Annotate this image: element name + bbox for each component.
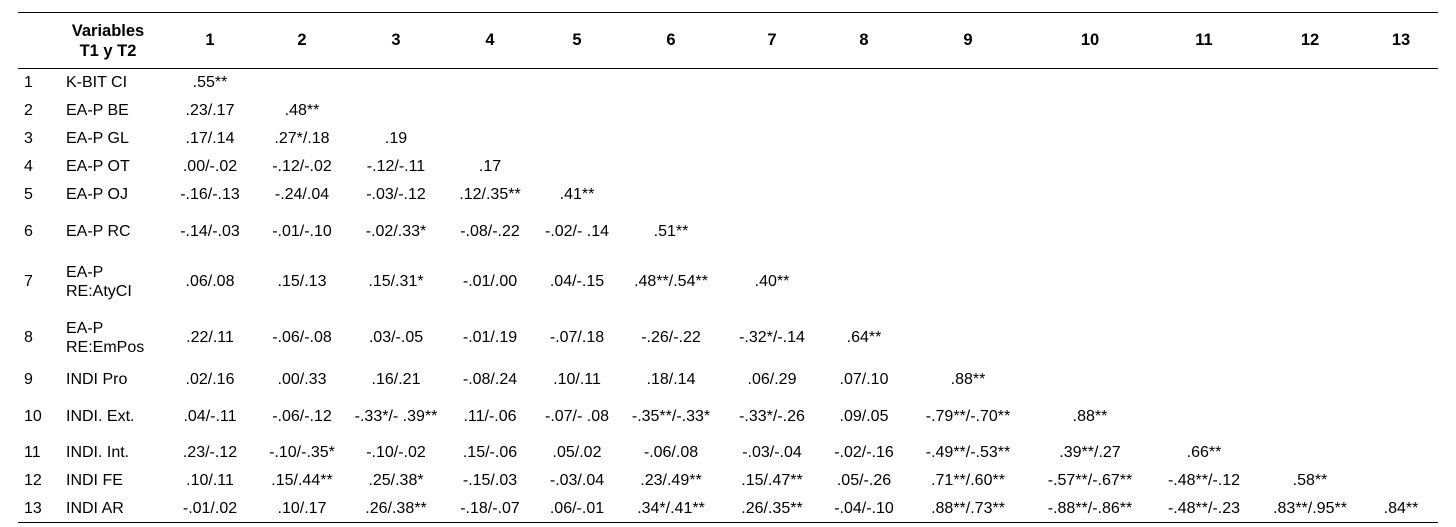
table-cell: .23/.17 (185, 102, 235, 119)
row-number: 12 (24, 472, 42, 489)
table-cell: .48**/.54** (634, 273, 708, 290)
table-cell: .16/.21 (371, 371, 421, 388)
table-cell: -.26/-.22 (641, 329, 701, 346)
row-variable: EA-P OJ (66, 186, 128, 203)
row-variable: INDI. Int. (66, 444, 130, 461)
table-cell (1152, 310, 1256, 366)
row-variable: EA-P BE (66, 102, 129, 119)
table-cell (1364, 394, 1438, 439)
table-cell: .23/.49** (640, 472, 702, 489)
row-number: 2 (24, 102, 33, 119)
table-row (18, 394, 1438, 439)
table-cell (536, 97, 618, 125)
table-cell (1364, 97, 1438, 125)
table-cell: .10/.17 (256, 495, 348, 523)
table-cell: .58** (1292, 472, 1328, 489)
table-cell: -.49**/-.53** (925, 444, 1011, 461)
table-cell (908, 153, 1028, 181)
table-cell (1152, 69, 1256, 97)
table-cell (724, 125, 820, 153)
table-cell: -.10/-.02 (366, 444, 426, 461)
column-header: 5 (536, 13, 618, 69)
table-cell: .10/.11 (186, 472, 234, 489)
table-cell: .25/.38* (368, 472, 424, 489)
table-row (18, 467, 1438, 495)
table-cell (1028, 209, 1152, 254)
row-number: 13 (18, 495, 52, 523)
column-header: 7 (724, 13, 820, 69)
table-cell: .41** (559, 186, 595, 203)
row-number: 5 (24, 186, 33, 203)
table-cell (1152, 209, 1256, 254)
table-cell: .55** (192, 74, 228, 92)
table-row (18, 254, 1438, 310)
table-cell (444, 69, 536, 97)
table-cell: -.06/-.08 (272, 329, 332, 346)
table-cell (1364, 209, 1438, 254)
header-variables-line1: Variables (71, 21, 145, 40)
table-cell (1256, 153, 1364, 181)
table-cell: -.57**/-.67** (1047, 472, 1133, 489)
table-cell: .02/.16 (185, 371, 235, 388)
table-cell (1364, 467, 1438, 495)
row-number: 9 (24, 371, 33, 388)
table-cell (1152, 153, 1256, 181)
table-cell (1256, 69, 1364, 97)
header-variables (52, 13, 164, 69)
table-cell (1364, 181, 1438, 209)
table-cell (1152, 125, 1256, 153)
table-cell: -.33*/-.26 (739, 407, 805, 425)
table-cell: -.10/-.35* (269, 444, 335, 461)
table-cell: .07/.10 (839, 371, 889, 388)
table-cell (618, 153, 724, 181)
table-cell (1028, 254, 1152, 310)
table-row (18, 97, 1438, 125)
table-row (18, 125, 1438, 153)
table-cell (724, 209, 820, 254)
table-cell (1028, 69, 1152, 97)
column-header: 9 (908, 13, 1028, 69)
table-cell: .17/.14 (185, 130, 235, 147)
table-cell: .00/.33 (277, 371, 327, 388)
table-cell: .88** (950, 371, 986, 388)
table-cell: .34*/.41** (618, 495, 724, 523)
row-variable: K-BIT CI (66, 74, 128, 92)
table-cell: -.01/.02 (164, 495, 256, 523)
table-cell: .15/.47** (741, 472, 803, 489)
table-cell (348, 97, 444, 125)
table-cell: .17 (478, 158, 502, 175)
table-cell (1256, 125, 1364, 153)
column-header: 6 (618, 13, 724, 69)
table-cell: .83**/.95** (1256, 495, 1364, 523)
table-cell: -.02/-.16 (834, 444, 894, 461)
table-cell (1256, 181, 1364, 209)
table-row (18, 495, 1438, 523)
table-cell: .18/.14 (646, 371, 696, 388)
table-cell (1364, 254, 1438, 310)
table-row (18, 366, 1438, 394)
table-cell: .04/-.11 (183, 407, 237, 425)
table-cell (444, 125, 536, 153)
table-cell (820, 254, 908, 310)
table-cell: .15/-.06 (462, 444, 518, 461)
row-variable: INDI AR (52, 495, 164, 523)
row-number: 7 (24, 273, 33, 290)
table-cell: .66** (1186, 444, 1222, 461)
table-cell (908, 209, 1028, 254)
table-cell (1028, 366, 1152, 394)
table-row (18, 181, 1438, 209)
table-cell: .51** (653, 222, 689, 240)
table-cell (820, 153, 908, 181)
table-cell (1256, 310, 1364, 366)
table-cell (1364, 366, 1438, 394)
table-cell: -.15/.03 (462, 472, 518, 489)
row-variable: EA-P RE:EmPos (66, 319, 145, 356)
table-cell: -.16/-.13 (180, 186, 240, 203)
table-cell (1364, 153, 1438, 181)
table-cell (1152, 254, 1256, 310)
table-cell: -.02/.33* (365, 222, 427, 240)
table-cell: .15/.44** (271, 472, 333, 489)
table-cell (724, 69, 820, 97)
table-cell (1256, 209, 1364, 254)
table-cell (1028, 181, 1152, 209)
header-blank (18, 13, 52, 69)
table-cell: .05/.02 (552, 444, 602, 461)
table-cell: .15/.31* (368, 273, 424, 290)
table-cell: .06/.29 (747, 371, 797, 388)
table-cell: .71**/.60** (931, 472, 1005, 489)
column-header: 12 (1256, 13, 1364, 69)
table-cell (908, 69, 1028, 97)
table-cell: -.03/.04 (549, 472, 605, 489)
table-cell (820, 209, 908, 254)
table-cell: .88** (1072, 407, 1108, 425)
table-cell (820, 69, 908, 97)
table-cell: .40** (754, 273, 790, 290)
table-cell: .22/.11 (186, 329, 234, 346)
table-cell (1256, 254, 1364, 310)
column-header: 13 (1364, 13, 1438, 69)
table-cell (1364, 69, 1438, 97)
table-cell: .48** (284, 102, 320, 119)
table-cell (1152, 97, 1256, 125)
table-cell: -.32*/-.14 (739, 329, 805, 346)
row-number: 11 (24, 444, 41, 461)
row-number: 3 (24, 130, 33, 147)
table-cell (1152, 366, 1256, 394)
table-cell (536, 153, 618, 181)
table-cell: -.01/.00 (462, 273, 518, 290)
table-cell: .06/-.01 (536, 495, 618, 523)
table-cell (536, 69, 618, 97)
table-cell (1256, 366, 1364, 394)
header-row (18, 13, 1438, 69)
table-cell: -.02/- .14 (544, 222, 610, 240)
table-cell (1152, 181, 1256, 209)
table-cell (1028, 310, 1152, 366)
table-cell: .39**/.27 (1059, 444, 1121, 461)
table-cell: -.08/-.22 (460, 222, 520, 240)
table-cell: .10/.11 (553, 371, 601, 388)
table-cell (1364, 439, 1438, 467)
table-cell: -.18/-.07 (444, 495, 536, 523)
table-cell: -.48**/-.23 (1152, 495, 1256, 523)
row-variable: EA-P RC (66, 222, 131, 240)
table-cell (1364, 310, 1438, 366)
table-cell: .27*/.18 (274, 130, 330, 147)
table-cell (348, 69, 444, 97)
table-cell: .00/-.02 (182, 158, 238, 175)
table-row (18, 153, 1438, 181)
table-cell: -.06/-.12 (272, 407, 332, 425)
table-cell (256, 69, 348, 97)
table-row (18, 69, 1438, 97)
table-cell (724, 181, 820, 209)
table-cell: .09/.05 (839, 407, 889, 425)
table-cell: -.14/-.03 (180, 222, 240, 240)
table-cell (908, 97, 1028, 125)
table-cell: -.12/-.11 (366, 158, 426, 175)
table-cell: -.07/.18 (549, 329, 605, 346)
table-cell: -.35**/-.33* (631, 407, 711, 425)
row-variable: INDI. Ext. (66, 407, 135, 425)
row-variable: EA-P OT (66, 158, 130, 175)
row-number: 6 (24, 222, 33, 240)
table-cell: -.06/.08 (643, 444, 699, 461)
table-cell: -.79**/-.70** (925, 407, 1011, 425)
table-cell: -.24/.04 (274, 186, 330, 203)
table-cell (1028, 97, 1152, 125)
table-cell: .06/.08 (185, 273, 235, 290)
row-variable: EA-P RE:AtyCI (66, 263, 132, 300)
table-cell (908, 125, 1028, 153)
column-header: 11 (1152, 13, 1256, 69)
table-cell: .64** (846, 329, 882, 346)
table-cell (1028, 125, 1152, 153)
table-cell: -.07/- .08 (544, 407, 610, 425)
table-cell: .23/-.12 (182, 444, 238, 461)
table-cell (820, 181, 908, 209)
correlation-table (18, 12, 1438, 523)
table-cell (724, 153, 820, 181)
table-cell: -.08/.24 (462, 371, 518, 388)
table-cell: .84** (1364, 495, 1438, 523)
table-cell (1364, 125, 1438, 153)
table-cell (820, 97, 908, 125)
row-number: 10 (24, 407, 42, 425)
table-cell (1028, 153, 1152, 181)
table-row (18, 310, 1438, 366)
row-number: 4 (24, 158, 33, 175)
table-cell (908, 310, 1028, 366)
table-cell: -.88**/-.86** (1028, 495, 1152, 523)
table-cell: .03/-.05 (368, 329, 424, 346)
table-cell (1256, 439, 1364, 467)
table-cell: .05/-.26 (836, 472, 892, 489)
table-row (18, 209, 1438, 254)
table-cell: .26/.38** (348, 495, 444, 523)
table-cell (724, 97, 820, 125)
row-number: 1 (24, 74, 33, 92)
table-cell: -.33*/- .39** (354, 407, 438, 425)
table-cell: -.01/-.10 (272, 222, 332, 240)
table-cell: .88**/.73** (908, 495, 1028, 523)
table-cell: .26/.35** (724, 495, 820, 523)
table-cell: -.04/-.10 (820, 495, 908, 523)
row-variable: INDI FE (66, 472, 123, 489)
table-cell (908, 254, 1028, 310)
table-row (18, 439, 1438, 467)
table-cell (618, 181, 724, 209)
table-cell (444, 97, 536, 125)
row-number: 8 (24, 329, 33, 346)
table-cell (820, 125, 908, 153)
table-cell (536, 125, 618, 153)
table-cell: -.12/-.02 (272, 158, 332, 175)
table-cell (618, 69, 724, 97)
column-header: 4 (444, 13, 536, 69)
column-header: 1 (164, 13, 256, 69)
table-cell (618, 125, 724, 153)
table-cell (1256, 394, 1364, 439)
table-cell (1152, 394, 1256, 439)
row-variable: EA-P GL (66, 130, 129, 147)
header-variables-line2: T1 y T2 (79, 41, 137, 60)
table-cell (1256, 97, 1364, 125)
table-cell: .15/.13 (277, 273, 327, 290)
table-cell: .04/-.15 (549, 273, 605, 290)
table-cell: .19 (384, 130, 408, 147)
table-cell: -.03/-.12 (366, 186, 426, 203)
column-header: 2 (256, 13, 348, 69)
column-header: 8 (820, 13, 908, 69)
row-variable: INDI Pro (66, 371, 128, 388)
table-cell: -.03/-.04 (742, 444, 802, 461)
table-cell: .11/-.06 (463, 407, 517, 425)
column-header: 3 (348, 13, 444, 69)
table-cell (618, 97, 724, 125)
table-cell: .12/.35** (459, 186, 521, 203)
column-header: 10 (1028, 13, 1152, 69)
table-cell: -.48**/-.12 (1167, 472, 1241, 489)
table-cell (908, 181, 1028, 209)
table-cell: -.01/.19 (462, 329, 518, 346)
